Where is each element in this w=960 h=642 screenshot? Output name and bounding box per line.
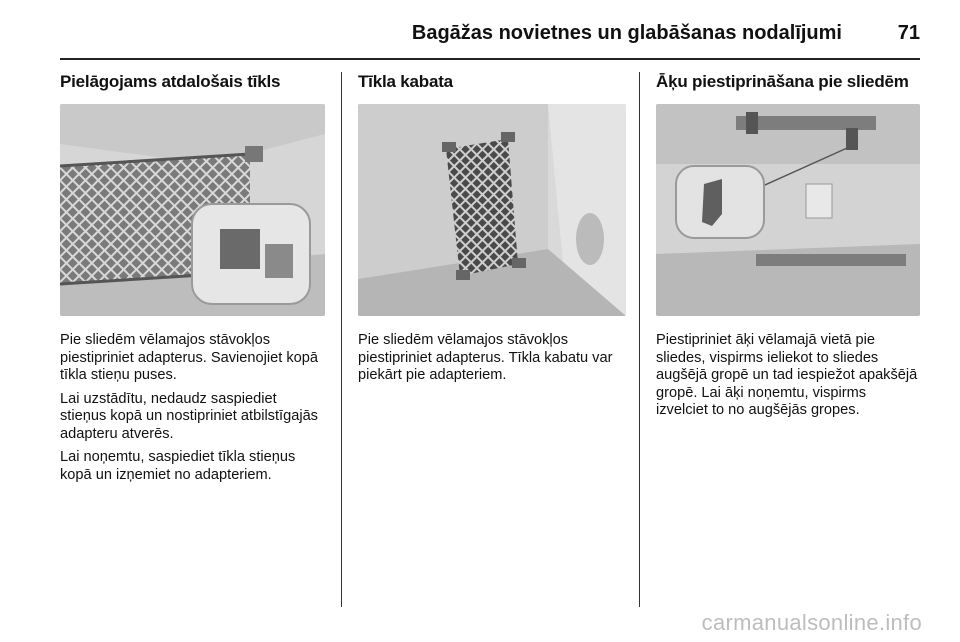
section-heading: Tīkla kabata [358,72,453,91]
paragraph: Pie sliedēm vēlamajos stāvokļos piestipriniet adapterus. Tīkla kabatu var piekārt pie adapteriem. [358,332,613,383]
page-header [60,14,920,58]
paragraph: Lai uzstādītu, nedaudz saspiediet stieņus kopā un nostipriniet atbilstīgajās adapteru atverēs. [60,390,318,442]
illustration-net-pocket [358,104,626,316]
section-body [60,332,325,484]
page-number: 71 [897,22,920,44]
header-rule [60,58,920,60]
section-heading: Āķu piestiprināšana pie sliedēm [656,72,909,91]
column-divider [341,72,342,607]
illustration-divider-net [60,104,325,316]
paragraph: Pie sliedēm vēlamajos stāvokļos piestipriniet adapterus. Savienojiet kopā tīkla stieņu puses. [60,332,318,383]
paragraph: Piestipriniet āķi vēlamajā vietā pie sliedes, vispirms ieliekot to sliedes augšējā gropē un tad iespiežot apakšējā gropē. Lai āķi noņemtu, vispirms izvelciet to no augšējās gropes. [656,332,918,418]
section-net-pocket [358,72,626,391]
hook-rails-drawing [656,104,920,316]
net-pocket-drawing [358,104,626,316]
section-hook-to-rails [656,72,920,426]
section-adjustable-divider-net [60,72,325,490]
paragraph: Lai noņemtu, saspiediet tīkla stieņus kopā un izņemiet no adapteriem. [60,449,296,483]
section-body [358,332,626,385]
divider-net-drawing [60,104,325,316]
column-divider [639,72,640,607]
watermark: carmanualsonline.info [701,610,922,635]
section-heading: Pielāgojams atdalošais tīkls [60,72,281,91]
page-title: Bagāžas novietnes un glabāšanas nodalījumi [411,22,842,44]
section-body [656,332,920,420]
illustration-hook-rails [656,104,920,316]
